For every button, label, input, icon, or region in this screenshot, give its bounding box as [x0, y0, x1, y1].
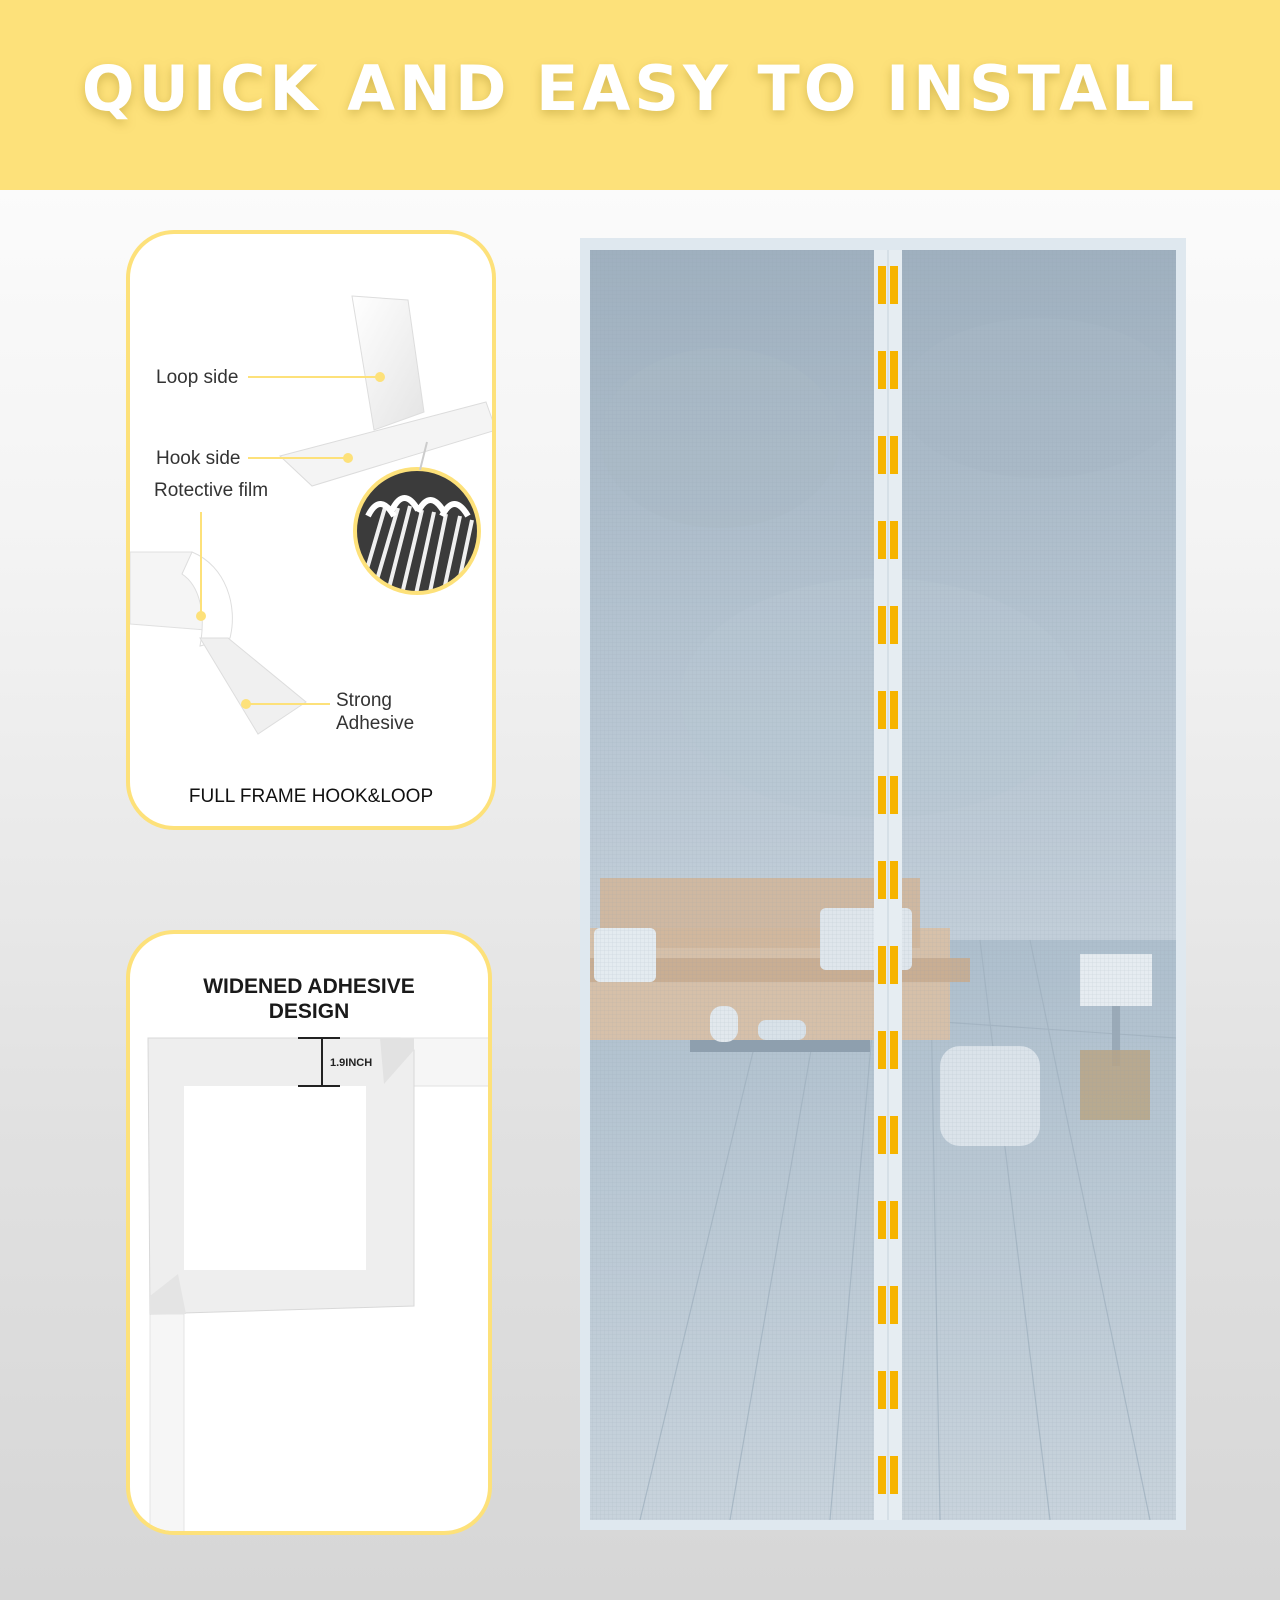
hook-loop-card [126, 230, 496, 830]
strong-adhesive-line2: Adhesive [336, 713, 415, 734]
hook-loop-illustration [130, 234, 496, 830]
screen-door-image [580, 238, 1186, 1530]
hook-side-label: Hook side [156, 448, 241, 469]
adhesive-title-line1: WIDENED ADHESIVE [203, 975, 415, 998]
dimension-label: 1.9INCH [330, 1057, 373, 1069]
adhesive-title-line2: DESIGN [268, 1000, 350, 1023]
loop-side-label: Loop side [156, 367, 239, 388]
protective-film-label: Rotective film [154, 480, 269, 501]
header-banner [0, 0, 1280, 190]
adhesive-design-card [126, 930, 492, 1535]
page-title: QUICK AND EASY TO INSTALL [81, 52, 1199, 125]
strong-adhesive-line1: Strong [336, 690, 392, 711]
hook-loop-caption: FULL FRAME HOOK&LOOP [188, 786, 434, 807]
adhesive-frame-illustration [130, 934, 492, 1535]
strong-adhesive-label [336, 689, 414, 735]
